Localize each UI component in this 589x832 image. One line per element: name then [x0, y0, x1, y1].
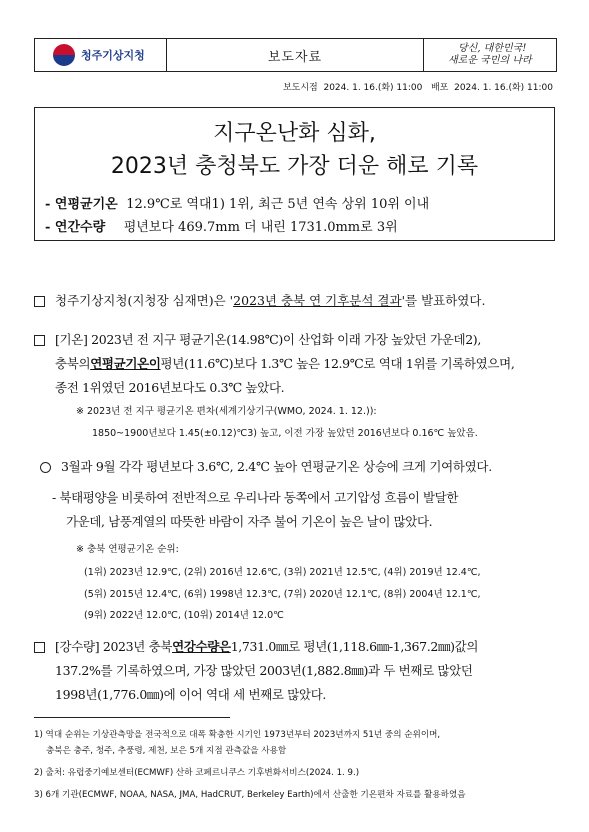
slogan-block [424, 39, 556, 71]
paragraph-precipitation [34, 635, 558, 707]
title-box [34, 107, 555, 241]
p1-text-post: '를 발표하였다. [401, 293, 486, 308]
distribution-label: 배포 [430, 83, 449, 93]
paragraph-cause [52, 486, 558, 534]
subheadline-temperature [45, 193, 429, 212]
paragraph-temperature [34, 328, 558, 400]
distribution-date: 2024. 1. 16.(화) 11:00 [454, 83, 553, 93]
p5-line1-pre: [강수량] 2023년 충북 [55, 639, 173, 654]
release-label: 보도시점 [282, 83, 318, 93]
paragraph-announcement [34, 289, 558, 313]
slogan-line1: 당신, 대한민국! [458, 43, 527, 54]
release-date: 2024. 1. 16.(화) 11:00 [323, 83, 423, 93]
square-bullet-icon [34, 296, 45, 307]
rank-line1: (1위) 2023년 12.9℃, (2위) 2016년 12.6℃, (3위) 2021년 12.5℃, (4위) 2019년 12.4℃, [84, 567, 481, 578]
subheadline-precipitation-text: 평년보다 469.7mm 더 내린 1731.0mm로 3위 [123, 220, 398, 235]
p1-text-pre: 청주기상지청(지청장 심재면)은 ' [55, 293, 234, 308]
footnote-divider [34, 717, 230, 718]
p2-line2-pre: 충북의 [55, 356, 91, 371]
square-bullet-icon [34, 335, 45, 346]
p2-line1: [기온] 2023년 전 지구 평균기온(14.98℃)이 산업화 이래 가장 높았던 가운데2), [55, 332, 481, 347]
org-block [35, 39, 167, 71]
note-global-temperature-1: ※ 2023년 전 지구 평균기온 편차(세계기상기구(WMO, 2024. 1. 12.)): [76, 406, 377, 417]
footnote-3: 3) 6개 기관(ECMWF, NOAA, NASA, JMA, HadCRUT, Berkeley Earth)에서 산출한 기온편차 자료를 활용하였음 [34, 790, 466, 800]
press-header [34, 38, 557, 72]
note-global-temperature-2: 1850~1900년보다 1.45(±0.12)℃3) 높고, 이전 가장 높았던 2016년보다 0.16℃ 높았음. [92, 428, 478, 439]
p4-line2: 가운데, 남풍계열의 따뜻한 바람이 자주 불어 기온이 높은 날이 많았다. [66, 514, 433, 529]
p5-line1-bold: 연강수량은 [172, 639, 231, 654]
rank-line2: (5위) 2015년 12.4℃, (6위) 1998년 12.3℃, (7위) 2020년 12.1℃, (8위) 2004년 12.1℃, [84, 589, 481, 600]
government-emblem-icon [53, 44, 75, 66]
paragraph-monthly [40, 455, 564, 479]
subheadline-precipitation-label: - 연간수량 [45, 220, 106, 235]
footnote-1-line1: 1) 역대 순위는 기상관측망을 전국적으로 대폭 확충한 시기인 1973년부터 2023년까지 51년 중의 순위이며, [34, 730, 441, 740]
subheadline-temperature-label: - 연평균기온 [45, 197, 118, 212]
circle-bullet-icon [40, 462, 51, 473]
p2-line2-bold: 연평균기온이 [90, 356, 161, 371]
p5-line3: 1998년(1,776.0㎜)에 이어 역대 세 번째로 많았다. [55, 687, 327, 702]
rank-line3: (9위) 2022년 12.0℃, (10위) 2014년 12.0℃ [84, 610, 284, 621]
footnote-1-line2: 충북은 충주, 청주, 추풍령, 제천, 보은 5개 지점 관측값을 사용함 [46, 746, 287, 756]
p1-text-underlined: 2023년 충북 연 기후분석 결과 [233, 293, 402, 308]
footnote-2: 2) 출처: 유럽중기예보센터(ECMWF) 산하 코페르니쿠스 기후변화서비스(2024. 1. 9.) [34, 768, 360, 778]
headline-line2: 2023년 충청북도 가장 더운 해로 기록 [110, 154, 479, 179]
org-name: 청주기상지청 [81, 49, 145, 62]
release-info [283, 80, 553, 93]
p5-line1-post: 1,731.0㎜로 평년(1,118.6㎜-1,367.2㎜)값의 [230, 639, 479, 654]
p3-text: 3월과 9월 각각 평년보다 3.6℃, 2.4℃ 높아 연평균기온 상승에 크게 기여하였다. [61, 459, 492, 474]
doc-type: 보도자료 [167, 39, 424, 71]
p2-line2-post: 평년(11.6℃)보다 1.3℃ 높은 12.9℃로 역대 1위를 기록하였으며, [160, 356, 515, 371]
subheadline-precipitation [45, 216, 398, 235]
p2-line3: 종전 1위였던 2016년보다도 0.3℃ 높았다. [55, 380, 285, 395]
p5-line2: 137.2%를 기록하였으며, 가장 많았던 2003년(1,882.8㎜)과 두 번째로 많았던 [55, 663, 473, 678]
headline-line1: 지구온난화 심화, [213, 121, 376, 146]
rank-title: ※ 충북 연평균기온 순위: [76, 544, 179, 555]
slogan-line2: 새로운 국민의 나라 [448, 55, 532, 66]
subheadline-temperature-text: 12.9℃로 역대1) 1위, 최근 5년 연속 상위 10위 이내 [126, 197, 430, 212]
square-bullet-icon [34, 642, 45, 653]
p4-line1: - 북태평양을 비롯하여 전반적으로 우리나라 동쪽에서 고기압성 흐름이 발달한 [52, 490, 459, 505]
